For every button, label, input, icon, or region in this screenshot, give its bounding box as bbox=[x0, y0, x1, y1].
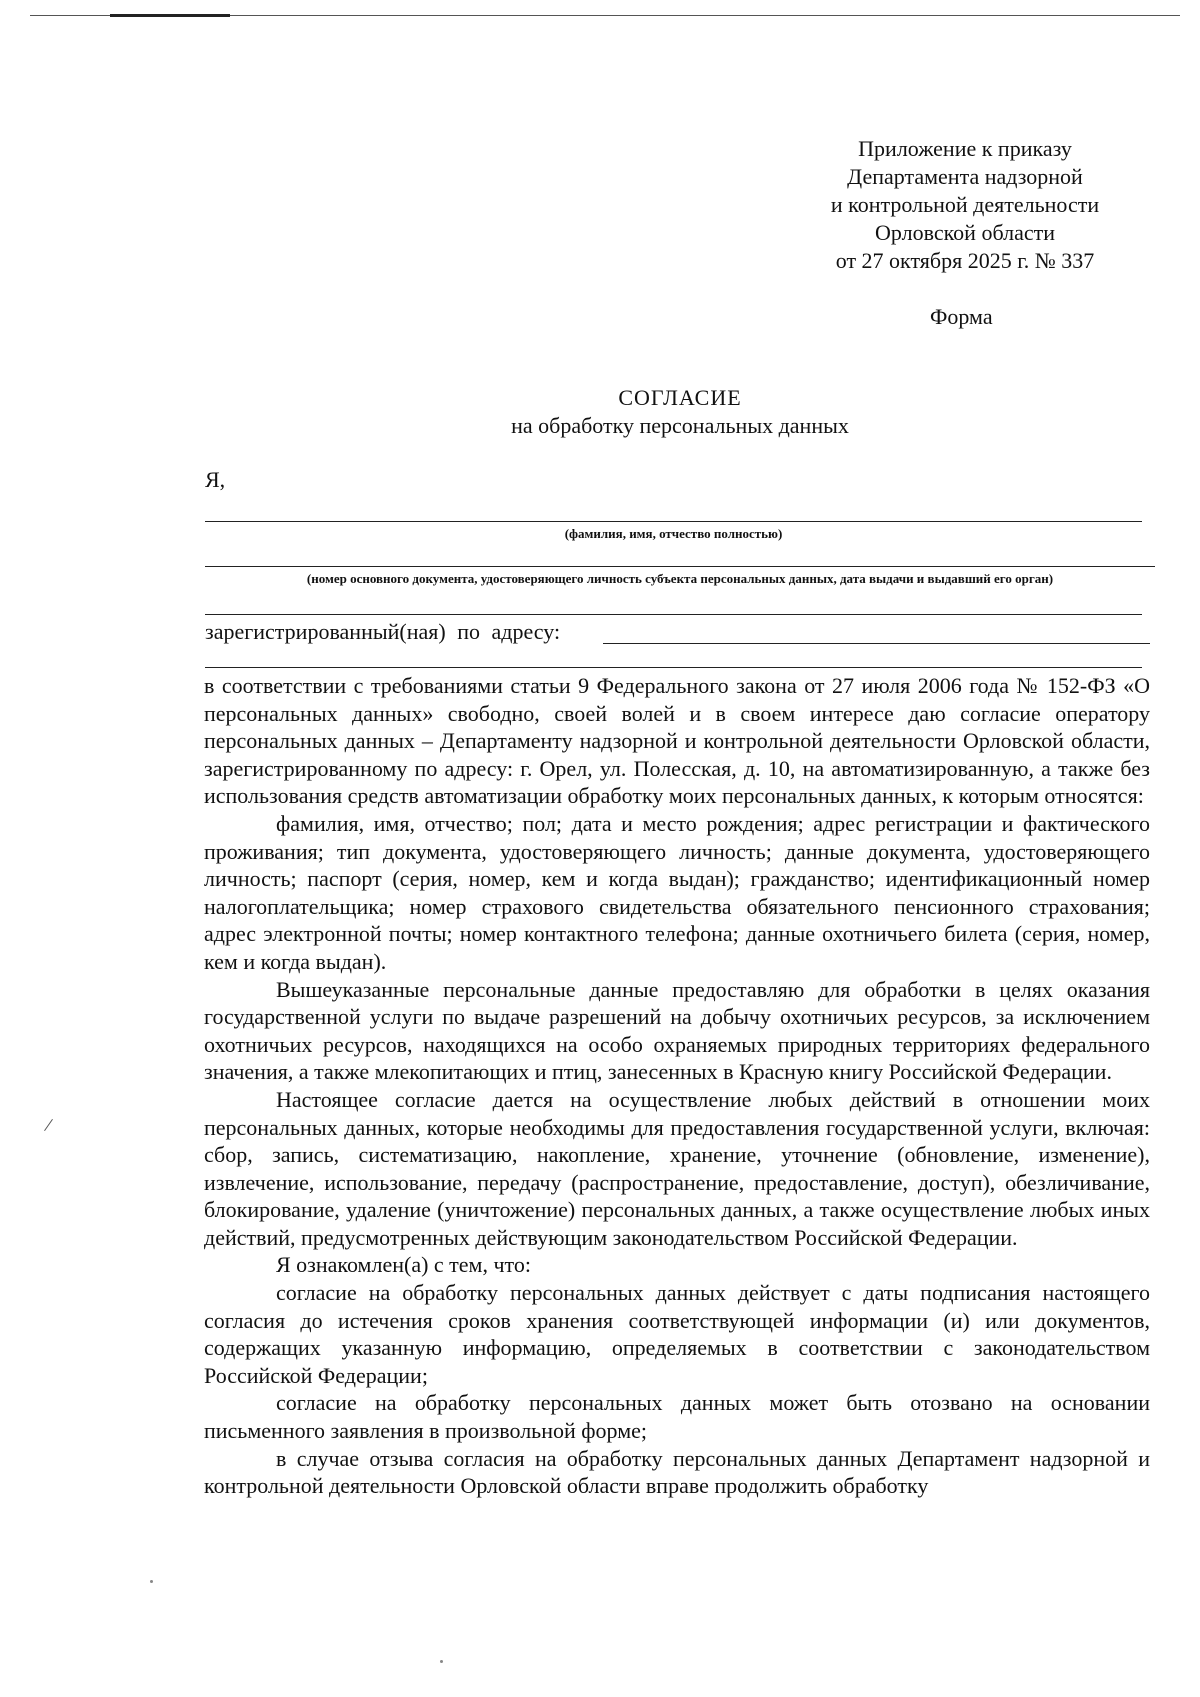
form-label: Форма bbox=[930, 304, 993, 329]
scan-speck bbox=[440, 1660, 443, 1663]
document-fill-line-2[interactable] bbox=[205, 614, 1142, 615]
paragraph-continuation: в случае отзыва согласия на обработку персональных данных Департамент надзорной и контрольной деятельности Орловской области вправе продолжить обработку bbox=[204, 1445, 1150, 1499]
document-caption: (номер основного документа, удостоверяющего личность субъекта персональных данных, дата выдачи и выдавший его орган) bbox=[306, 571, 1054, 586]
paragraph-validity: согласие на обработку персональных данных действует с даты подписания настоящего согласия до истечения сроков хранения соответствующей информации (и) или документов, содержащих указанную информацию, определяемых в соответствии с законодательством Российской Федерации; bbox=[204, 1280, 1150, 1388]
scan-edge-mark bbox=[110, 14, 230, 17]
document-subtitle: на обработку персональных данных bbox=[511, 413, 849, 438]
paragraph-purpose: Вышеуказанные персональные данные предоставляю для обработки в целях оказания государственной услуги по выдаче разрешений на добычу охотничьих ресурсов, за исключением охотничьих ресурсов, находящихся на особо охраняемых природных территориях федерального значения, а также млекопитающих и птиц, занесенных в Красную книгу Российской Федерации. bbox=[204, 976, 1150, 1085]
paragraph-data-list: фамилия, имя, отчество; пол; дата и место рождения; адрес регистрации и фактического проживания; тип документа, удостоверяющего личность; данные документа, удостоверяющего личность; паспорт (серия, номер, кем и когда выдан); гражданство; идентификационный номер налогоплательщика; номер страхового свидетельства обязательного пенсионного страхования; адрес электронной почты; номер контактного телефона; данные охотничьего билета (серия, номер, кем и когда выдан). bbox=[204, 810, 1150, 974]
appendix-header bbox=[790, 135, 1140, 275]
scan-speck bbox=[44, 1119, 53, 1131]
appendix-line: Орловской области bbox=[875, 220, 1055, 245]
document-fill-line[interactable] bbox=[205, 566, 1155, 567]
paragraph-acknowledged: Я ознакомлен(а) с тем, что: bbox=[276, 1252, 531, 1278]
appendix-line: и контрольной деятельности bbox=[830, 192, 1100, 217]
appendix-line: от 27 октября 2025 г. № 337 bbox=[835, 248, 1095, 273]
scan-speck bbox=[150, 1580, 153, 1583]
paragraph-actions: Настоящее согласие дается на осуществление любых действий в отношении моих персональных данных, которые необходимы для предоставления государственной услуги, включая: сбор, запись, систематизацию, накопление, хранение, уточнение (обновление, изменение), извлечение, использование, передачу (распространение, предоставление, доступ), обезличивание, блокирование, удаление (уничтожение) персональных данных, а также осуществление любых иных действий, предусмотренных действующим законодательством Российской Федерации. bbox=[204, 1086, 1150, 1250]
paragraph-revocation: согласие на обработку персональных данных может быть отозвано на основании письменного заявления в произвольной форме; bbox=[204, 1390, 1150, 1444]
address-label: зарегистрированный(ная) по адресу: bbox=[205, 619, 561, 644]
appendix-line: Департамента надзорной bbox=[847, 164, 1083, 189]
ya-label: Я, bbox=[205, 467, 226, 492]
paragraph-legal-basis: в соответствии с требованиями статьи 9 Федерального закона от 27 июля 2006 года № 152-ФЗ «О персональных данных» свободно, своей волей и в своем интересе даю согласие оператору персональных данных – Департаменту надзорной и контрольной деятельности Орловской области, зарегистрированному по адресу: г. Орел, ул. Полесская, д. 10, на автоматизированную, а также без использования средств автоматизации обработку моих персональных данных, к которым относятся: bbox=[204, 673, 1150, 809]
address-fill-line[interactable] bbox=[603, 643, 1150, 644]
consent-body bbox=[204, 672, 1150, 1500]
address-fill-line-2[interactable] bbox=[205, 667, 1142, 668]
fio-fill-line[interactable] bbox=[205, 521, 1142, 522]
appendix-line: Приложение к приказу bbox=[858, 136, 1072, 161]
document-title: СОГЛАСИЕ bbox=[618, 385, 742, 410]
fio-caption: (фамилия, имя, отчество полностью) bbox=[564, 526, 783, 541]
